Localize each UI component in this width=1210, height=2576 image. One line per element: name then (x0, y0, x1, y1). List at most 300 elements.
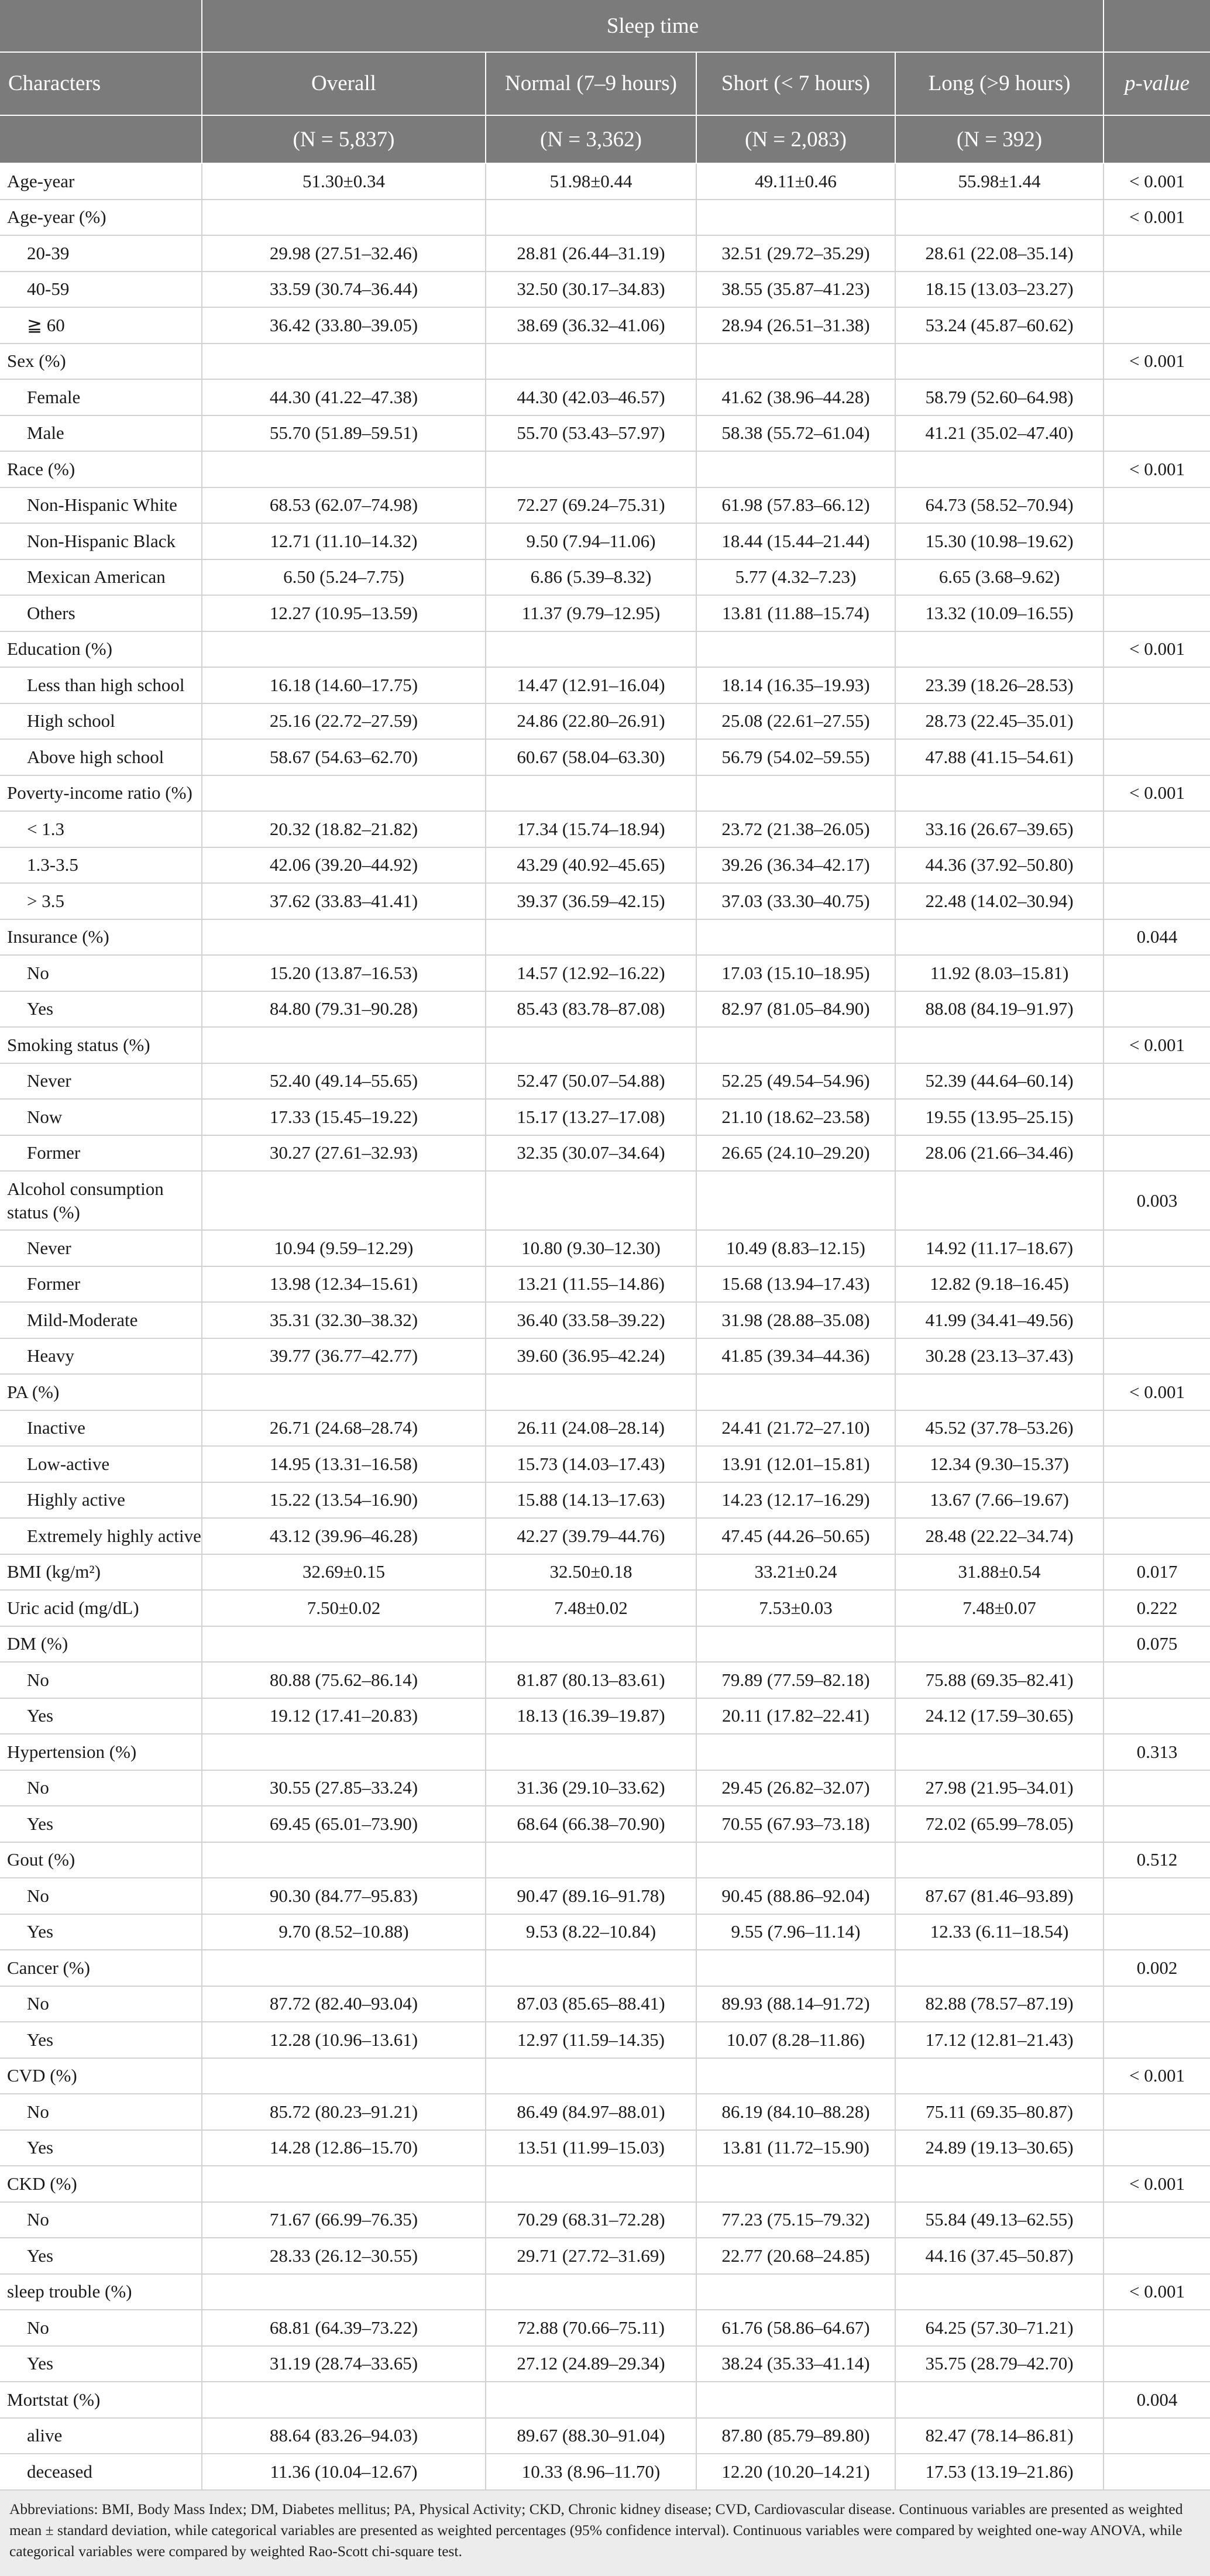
cell-overall: 30.27 (27.61–32.93) (202, 1135, 486, 1172)
row-label: alive (0, 2418, 202, 2454)
row-label: Less than high school (0, 667, 202, 703)
cell-long: 12.82 (9.18–16.45) (895, 1266, 1104, 1303)
cell-overall (202, 631, 486, 668)
cell-p-value (1104, 559, 1210, 596)
table-header (0, 0, 1210, 163)
cell-p-value (1104, 523, 1210, 559)
cell-long (895, 200, 1104, 236)
table-row (0, 1410, 1210, 1447)
table-row (0, 703, 1210, 740)
row-label: Sex (%) (0, 344, 202, 380)
cell-overall (202, 775, 486, 812)
cell-p-value (1104, 1770, 1210, 1806)
table-row (0, 955, 1210, 991)
cell-short: 31.98 (28.88–35.08) (696, 1302, 895, 1338)
table-row (0, 2382, 1210, 2418)
header-p-value-text: p-value (1125, 71, 1190, 95)
table-footnote: Abbreviations: BMI, Body Mass Index; DM, Diabetes mellitus; PA, Physical Activity; CKD, Chronic kidney disease; CVD, Cardiovascular disease. Continuous variables are presented as weighted mean ± standard deviation, while categorical variables are presented as weighted percentages (95% confidence interval). Continuous variables were compared by weighted one-way ANOVA, while categorical variables were compared by weighted Rao-Scott chi-square test. (0, 2490, 1210, 2576)
row-label: DM (%) (0, 1626, 202, 1663)
cell-overall: 44.30 (41.22–47.38) (202, 379, 486, 415)
cell-p-value (1104, 883, 1210, 919)
cell-normal: 29.71 (27.72–31.69) (486, 2238, 696, 2274)
cell-normal (486, 2274, 696, 2310)
cell-long: 12.33 (6.11–18.54) (895, 1914, 1104, 1950)
cell-long: 53.24 (45.87–60.62) (895, 307, 1104, 344)
row-label: Extremely highly active (0, 1518, 202, 1554)
cell-overall (202, 919, 486, 956)
cell-overall (202, 344, 486, 380)
cell-overall: 17.33 (15.45–19.22) (202, 1099, 486, 1135)
row-label: Yes (0, 1914, 202, 1950)
cell-normal: 32.50±0.18 (486, 1554, 696, 1591)
cell-overall: 12.27 (10.95–13.59) (202, 595, 486, 631)
table-row (0, 2202, 1210, 2238)
cell-long: 88.08 (84.19–91.97) (895, 991, 1104, 1028)
cell-short: 29.45 (26.82–32.07) (696, 1770, 895, 1806)
cell-normal: 38.69 (36.32–41.06) (486, 307, 696, 344)
row-label: No (0, 1770, 202, 1806)
cell-short (696, 2166, 895, 2202)
cell-normal: 51.98±0.44 (486, 163, 696, 200)
cell-normal: 15.73 (14.03–17.43) (486, 1446, 696, 1482)
cell-normal: 44.30 (42.03–46.57) (486, 379, 696, 415)
cell-normal (486, 1950, 696, 1986)
cell-long: 11.92 (8.03–15.81) (895, 955, 1104, 991)
cell-p-value: < 0.001 (1104, 200, 1210, 236)
row-label: deceased (0, 2454, 202, 2490)
cell-normal: 39.60 (36.95–42.24) (486, 1338, 696, 1375)
header-characters: Characters (0, 52, 202, 115)
header-long: Long (>9 hours) (895, 52, 1104, 115)
cell-normal (486, 631, 696, 668)
table-row (0, 2022, 1210, 2058)
row-label: 40-59 (0, 272, 202, 308)
cell-long: 45.52 (37.78–53.26) (895, 1410, 1104, 1447)
row-label: Poverty-income ratio (%) (0, 775, 202, 812)
cell-short: 17.03 (15.10–18.95) (696, 955, 895, 991)
cell-overall: 20.32 (18.82–21.82) (202, 811, 486, 847)
cell-overall: 14.95 (13.31–16.58) (202, 1446, 486, 1482)
cell-p-value (1104, 595, 1210, 631)
row-label: Non-Hispanic White (0, 487, 202, 524)
cell-long: 24.89 (19.13–30.65) (895, 2130, 1104, 2166)
cell-normal: 14.57 (12.92–16.22) (486, 955, 696, 991)
cell-short: 89.93 (88.14–91.72) (696, 1986, 895, 2022)
cell-overall: 68.53 (62.07–74.98) (202, 487, 486, 524)
cell-long: 52.39 (44.64–60.14) (895, 1063, 1104, 1100)
cell-short: 49.11±0.46 (696, 163, 895, 200)
table-row (0, 1135, 1210, 1172)
cell-p-value (1104, 2094, 1210, 2130)
cell-p-value (1104, 379, 1210, 415)
cell-long (895, 1171, 1104, 1230)
cell-p-value: 0.313 (1104, 1734, 1210, 1770)
header-empty-cell (0, 115, 202, 163)
cell-overall: 39.77 (36.77–42.77) (202, 1338, 486, 1375)
cell-short: 12.20 (10.20–14.21) (696, 2454, 895, 2490)
cell-short: 70.55 (67.93–73.18) (696, 1806, 895, 1842)
cell-overall: 85.72 (80.23–91.21) (202, 2094, 486, 2130)
cell-short: 56.79 (54.02–59.55) (696, 739, 895, 775)
header-normal: Normal (7–9 hours) (486, 52, 696, 115)
cell-overall (202, 1842, 486, 1878)
table-row (0, 1842, 1210, 1878)
cell-p-value (1104, 1914, 1210, 1950)
header-empty-cell (1104, 115, 1210, 163)
row-label: Yes (0, 2346, 202, 2382)
cell-long: 14.92 (11.17–18.67) (895, 1230, 1104, 1266)
row-label: Never (0, 1230, 202, 1266)
cell-long (895, 1374, 1104, 1410)
cell-overall (202, 451, 486, 487)
header-empty-cell (1104, 0, 1210, 52)
row-label: Male (0, 415, 202, 452)
row-label: Yes (0, 2130, 202, 2166)
table-row (0, 2310, 1210, 2346)
row-label: CVD (%) (0, 2058, 202, 2094)
cell-p-value (1104, 2346, 1210, 2382)
table-row (0, 2058, 1210, 2094)
table-row (0, 1171, 1210, 1230)
table-row (0, 1374, 1210, 1410)
cell-long: 75.11 (69.35–80.87) (895, 2094, 1104, 2130)
table-row (0, 1446, 1210, 1482)
cell-overall (202, 1027, 486, 1063)
table-row (0, 883, 1210, 919)
cell-overall: 90.30 (84.77–95.83) (202, 1878, 486, 1914)
cell-p-value (1104, 811, 1210, 847)
cell-overall: 15.20 (13.87–16.53) (202, 955, 486, 991)
cell-p-value (1104, 847, 1210, 884)
cell-short: 26.65 (24.10–29.20) (696, 1135, 895, 1172)
cell-long: 55.84 (49.13–62.55) (895, 2202, 1104, 2238)
cell-long: 64.73 (58.52–70.94) (895, 487, 1104, 524)
cell-long: 6.65 (3.68–9.62) (895, 559, 1104, 596)
row-label: Yes (0, 1698, 202, 1734)
cell-long (895, 2382, 1104, 2418)
cell-p-value (1104, 2130, 1210, 2166)
cell-normal: 24.86 (22.80–26.91) (486, 703, 696, 740)
cell-overall (202, 2274, 486, 2310)
cell-p-value: < 0.001 (1104, 1027, 1210, 1063)
table-row (0, 235, 1210, 272)
cell-short (696, 344, 895, 380)
cell-normal: 32.50 (30.17–34.83) (486, 272, 696, 308)
row-label: No (0, 2094, 202, 2130)
cell-short: 47.45 (44.26–50.65) (696, 1518, 895, 1554)
row-label: Alcohol consumption status (%) (0, 1171, 202, 1230)
cell-short (696, 919, 895, 956)
cell-long: 87.67 (81.46–93.89) (895, 1878, 1104, 1914)
cell-p-value (1104, 1410, 1210, 1447)
cell-long: 72.02 (65.99–78.05) (895, 1806, 1104, 1842)
cell-overall: 12.71 (11.10–14.32) (202, 523, 486, 559)
cell-normal: 36.40 (33.58–39.22) (486, 1302, 696, 1338)
cell-short: 10.07 (8.28–11.86) (696, 2022, 895, 2058)
cell-long: 41.21 (35.02–47.40) (895, 415, 1104, 452)
row-label: PA (%) (0, 1374, 202, 1410)
table-row (0, 739, 1210, 775)
cell-short: 13.81 (11.72–15.90) (696, 2130, 895, 2166)
cell-p-value (1104, 1266, 1210, 1303)
cell-p-value (1104, 415, 1210, 452)
cell-p-value (1104, 1230, 1210, 1266)
cell-overall (202, 1626, 486, 1663)
cell-normal: 18.13 (16.39–19.87) (486, 1698, 696, 1734)
cell-short: 13.81 (11.88–15.74) (696, 595, 895, 631)
table-row (0, 1950, 1210, 1986)
cell-short: 90.45 (88.86–92.04) (696, 1878, 895, 1914)
cell-overall: 36.42 (33.80–39.05) (202, 307, 486, 344)
table-row (0, 2166, 1210, 2202)
cell-overall: 58.67 (54.63–62.70) (202, 739, 486, 775)
cell-p-value (1104, 955, 1210, 991)
cell-overall: 13.98 (12.34–15.61) (202, 1266, 486, 1303)
table-row (0, 1063, 1210, 1100)
cell-short: 33.21±0.24 (696, 1554, 895, 1591)
table-row (0, 2418, 1210, 2454)
row-label: Yes (0, 2238, 202, 2274)
cell-p-value (1104, 1338, 1210, 1375)
cell-p-value (1104, 703, 1210, 740)
header-p-value (1104, 52, 1210, 115)
cell-overall: 15.22 (13.54–16.90) (202, 1482, 486, 1519)
table-row (0, 919, 1210, 956)
cell-short (696, 631, 895, 668)
cell-p-value: 0.002 (1104, 1950, 1210, 1986)
row-label: Hypertension (%) (0, 1734, 202, 1770)
cell-short (696, 1950, 895, 1986)
cell-p-value: < 0.001 (1104, 1374, 1210, 1410)
row-label: Now (0, 1099, 202, 1135)
row-label: Heavy (0, 1338, 202, 1375)
cell-p-value (1104, 991, 1210, 1028)
table-row (0, 272, 1210, 308)
cell-overall (202, 2382, 486, 2418)
cell-normal (486, 2382, 696, 2418)
cell-normal (486, 1626, 696, 1663)
header-n-long: (N = 392) (895, 115, 1104, 163)
cell-short: 25.08 (22.61–27.55) (696, 703, 895, 740)
cell-long: 82.47 (78.14–86.81) (895, 2418, 1104, 2454)
cell-long: 28.73 (22.45–35.01) (895, 703, 1104, 740)
table-row (0, 595, 1210, 631)
row-label: Uric acid (mg/dL) (0, 1590, 202, 1626)
cell-long (895, 344, 1104, 380)
cell-p-value: < 0.001 (1104, 2166, 1210, 2202)
cell-long (895, 2166, 1104, 2202)
cell-short (696, 1842, 895, 1878)
cell-short: 82.97 (81.05–84.90) (696, 991, 895, 1028)
cell-normal (486, 200, 696, 236)
cell-overall: 28.33 (26.12–30.55) (202, 2238, 486, 2274)
row-label: < 1.3 (0, 811, 202, 847)
cell-short: 20.11 (17.82–22.41) (696, 1698, 895, 1734)
cell-p-value: < 0.001 (1104, 451, 1210, 487)
cell-normal: 27.12 (24.89–29.34) (486, 2346, 696, 2382)
cell-overall: 69.45 (65.01–73.90) (202, 1806, 486, 1842)
table-row (0, 1518, 1210, 1554)
cell-normal: 10.80 (9.30–12.30) (486, 1230, 696, 1266)
cell-normal: 87.03 (85.65–88.41) (486, 1986, 696, 2022)
cell-p-value: 0.004 (1104, 2382, 1210, 2418)
cell-overall: 43.12 (39.96–46.28) (202, 1518, 486, 1554)
cell-long: 17.12 (12.81–21.43) (895, 2022, 1104, 2058)
cell-short: 38.24 (35.33–41.14) (696, 2346, 895, 2382)
row-label: Never (0, 1063, 202, 1100)
row-label: Smoking status (%) (0, 1027, 202, 1063)
cell-long: 12.34 (9.30–15.37) (895, 1446, 1104, 1482)
cell-overall (202, 1374, 486, 1410)
cell-normal: 85.43 (83.78–87.08) (486, 991, 696, 1028)
cell-short (696, 775, 895, 812)
cell-normal: 15.17 (13.27–17.08) (486, 1099, 696, 1135)
cell-overall: 25.16 (22.72–27.59) (202, 703, 486, 740)
cell-overall: 33.59 (30.74–36.44) (202, 272, 486, 308)
cell-p-value (1104, 2418, 1210, 2454)
cell-long: 19.55 (13.95–25.15) (895, 1099, 1104, 1135)
cell-normal (486, 1171, 696, 1230)
cell-short (696, 1171, 895, 1230)
cell-overall: 6.50 (5.24–7.75) (202, 559, 486, 596)
table-row (0, 667, 1210, 703)
cell-long: 18.15 (13.03–23.27) (895, 272, 1104, 308)
cell-overall: 14.28 (12.86–15.70) (202, 2130, 486, 2166)
table-row (0, 2094, 1210, 2130)
row-label: Mortstat (%) (0, 2382, 202, 2418)
cell-short: 38.55 (35.87–41.23) (696, 272, 895, 308)
table-row (0, 2238, 1210, 2274)
table-row (0, 523, 1210, 559)
cell-short: 14.23 (12.17–16.29) (696, 1482, 895, 1519)
cell-long: 15.30 (10.98–19.62) (895, 523, 1104, 559)
cell-overall (202, 2058, 486, 2094)
cell-overall: 12.28 (10.96–13.61) (202, 2022, 486, 2058)
cell-p-value: 0.075 (1104, 1626, 1210, 1663)
cell-normal: 15.88 (14.13–17.63) (486, 1482, 696, 1519)
table-row (0, 1230, 1210, 1266)
cell-normal: 13.21 (11.55–14.86) (486, 1266, 696, 1303)
cell-overall: 35.31 (32.30–38.32) (202, 1302, 486, 1338)
header-group-sleep-time: Sleep time (202, 0, 1104, 52)
cell-normal: 11.37 (9.79–12.95) (486, 595, 696, 631)
cell-short: 5.77 (4.32–7.23) (696, 559, 895, 596)
cell-overall: 10.94 (9.59–12.29) (202, 1230, 486, 1266)
cell-p-value (1104, 739, 1210, 775)
cell-short (696, 2058, 895, 2094)
cell-short: 61.98 (57.83–66.12) (696, 487, 895, 524)
cell-long: 64.25 (57.30–71.21) (895, 2310, 1104, 2346)
cell-normal: 42.27 (39.79–44.76) (486, 1518, 696, 1554)
cell-p-value: 0.017 (1104, 1554, 1210, 1591)
cell-overall: 84.80 (79.31–90.28) (202, 991, 486, 1028)
cell-short: 13.91 (12.01–15.81) (696, 1446, 895, 1482)
table-row (0, 163, 1210, 200)
cell-short (696, 1734, 895, 1770)
table-row (0, 1338, 1210, 1375)
cell-long (895, 1842, 1104, 1878)
cell-overall (202, 200, 486, 236)
cell-short: 24.41 (21.72–27.10) (696, 1410, 895, 1447)
cell-short: 37.03 (33.30–40.75) (696, 883, 895, 919)
cell-p-value: < 0.001 (1104, 163, 1210, 200)
cell-p-value (1104, 1482, 1210, 1519)
cell-short: 18.14 (16.35–19.93) (696, 667, 895, 703)
cell-normal: 60.67 (58.04–63.30) (486, 739, 696, 775)
cell-short: 7.53±0.03 (696, 1590, 895, 1626)
row-label: ≧ 60 (0, 307, 202, 344)
row-label: Highly active (0, 1482, 202, 1519)
cell-normal: 7.48±0.02 (486, 1590, 696, 1626)
table-row (0, 307, 1210, 344)
cell-overall: 51.30±0.34 (202, 163, 486, 200)
cell-short: 41.62 (38.96–44.28) (696, 379, 895, 415)
cell-short: 86.19 (84.10–88.28) (696, 2094, 895, 2130)
cell-normal: 72.27 (69.24–75.31) (486, 487, 696, 524)
cell-normal: 28.81 (26.44–31.19) (486, 235, 696, 272)
table-row (0, 451, 1210, 487)
row-label: Female (0, 379, 202, 415)
table-row (0, 1734, 1210, 1770)
table-row (0, 1554, 1210, 1591)
cell-p-value (1104, 1806, 1210, 1842)
row-label: CKD (%) (0, 2166, 202, 2202)
table-footer (0, 2490, 1210, 2576)
cell-long (895, 1027, 1104, 1063)
cell-normal (486, 1374, 696, 1410)
cell-long (895, 919, 1104, 956)
cell-short: 18.44 (15.44–21.44) (696, 523, 895, 559)
cell-normal: 9.50 (7.94–11.06) (486, 523, 696, 559)
cell-overall: 88.64 (83.26–94.03) (202, 2418, 486, 2454)
table-row (0, 415, 1210, 452)
header-n-overall: (N = 5,837) (202, 115, 486, 163)
cell-overall (202, 2166, 486, 2202)
cell-normal: 70.29 (68.31–72.28) (486, 2202, 696, 2238)
cell-p-value: 0.003 (1104, 1171, 1210, 1230)
cell-p-value (1104, 1662, 1210, 1698)
table-row (0, 847, 1210, 884)
row-label: Yes (0, 1806, 202, 1842)
cell-normal: 31.36 (29.10–33.62) (486, 1770, 696, 1806)
cell-short: 32.51 (29.72–35.29) (696, 235, 895, 272)
cell-overall: 16.18 (14.60–17.75) (202, 667, 486, 703)
cell-long: 22.48 (14.02–30.94) (895, 883, 1104, 919)
cell-normal (486, 2058, 696, 2094)
cell-p-value (1104, 1986, 1210, 2022)
cell-overall: 71.67 (66.99–76.35) (202, 2202, 486, 2238)
cell-normal (486, 919, 696, 956)
cell-long: 44.16 (37.45–50.87) (895, 2238, 1104, 2274)
row-label: High school (0, 703, 202, 740)
cell-overall: 26.71 (24.68–28.74) (202, 1410, 486, 1447)
cell-p-value (1104, 2022, 1210, 2058)
row-label: Non-Hispanic Black (0, 523, 202, 559)
cell-long: 31.88±0.54 (895, 1554, 1104, 1591)
cell-normal: 43.29 (40.92–45.65) (486, 847, 696, 884)
table-row (0, 631, 1210, 668)
cell-normal: 12.97 (11.59–14.35) (486, 2022, 696, 2058)
cell-p-value: < 0.001 (1104, 775, 1210, 812)
cell-short (696, 1027, 895, 1063)
cell-normal: 68.64 (66.38–70.90) (486, 1806, 696, 1842)
cell-overall: 31.19 (28.74–33.65) (202, 2346, 486, 2382)
cell-normal (486, 2166, 696, 2202)
cell-long: 7.48±0.07 (895, 1590, 1104, 1626)
cell-normal (486, 775, 696, 812)
cell-p-value: < 0.001 (1104, 344, 1210, 380)
cell-short (696, 2274, 895, 2310)
